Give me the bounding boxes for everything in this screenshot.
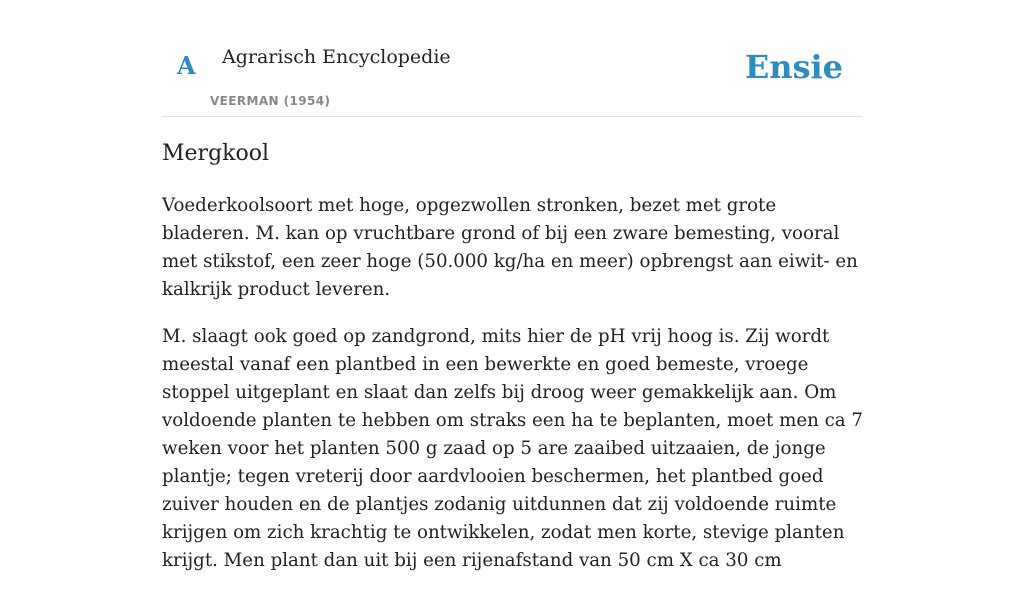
- header: [162, 0, 862, 117]
- book-title-link[interactable]: Agrarisch Encyclopedie: [222, 46, 451, 68]
- book-author: VEERMAN (1954): [210, 94, 331, 108]
- article-title: Mergkool: [162, 141, 270, 166]
- article-body: [162, 192, 864, 594]
- ensie-logo-link[interactable]: Ensie: [744, 48, 843, 86]
- book-letter-icon[interactable]: A: [177, 51, 196, 80]
- article-paragraph: M. slaagt ook goed op zandgrond, mits hier de pH vrij hoog is. Zij wordt meestal vanaf een plantbed in een bewerkte en goed bemeste, vroege stoppel uitgeplant en slaat dan zelfs bij droog weer gemakkelijk aan. Om voldoende planten te hebben om straks een ha te beplanten, moet men ca 7 weken voor het planten 500 g zaad op 5 are zaaibed uitzaaien, de jonge plantje; tegen vreterij door aardvlooien beschermen, het plantbed goed zuiver houden en de plantjes zodanig uitdunnen dat zij voldoende ruimte krijgen om zich krachtig te ontwikkelen, zodat men korte, stevige planten krijgt. Men plant dan uit bij een rijenafstand van 50 cm X ca 30 cm: [162, 326, 863, 571]
- article-paragraph: Voederkoolsoort met hoge, opgezwollen stronken, bezet met grote bladeren. M. kan op vruchtbare grond of bij een zware bemesting, vooral met stikstof, een zeer hoge (50.000 kg/ha en meer) opbrengst aan eiwit- en kalkrijk product leveren.: [162, 195, 858, 300]
